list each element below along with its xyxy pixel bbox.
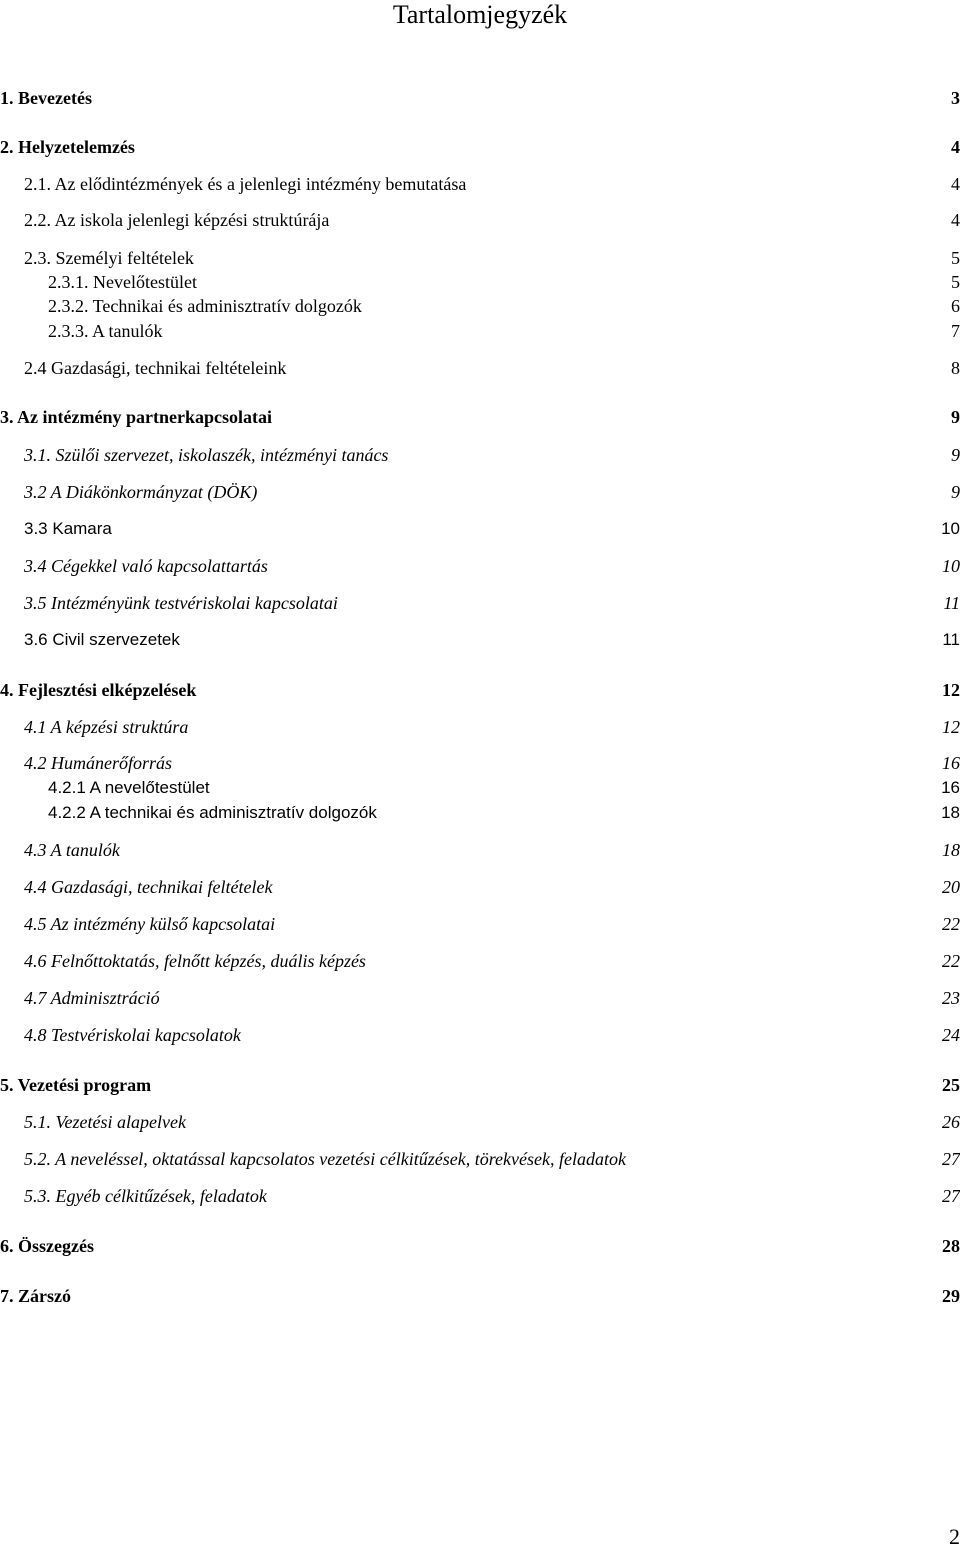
toc-entry[interactable] [0, 776, 960, 800]
toc-entry-page: 7 [951, 321, 960, 341]
toc-entry-label: 3. Az intézmény partnerkapcsolatai [0, 407, 272, 427]
toc-entry-label: 3.4 Cégekkel való kapcsolattartás [24, 556, 268, 576]
toc-entry-label: 2.3. Személyi feltételek [24, 248, 194, 268]
toc-entry[interactable] [0, 1147, 960, 1171]
toc-entry-label: 3.1. Szülői szervezet, iskolaszék, intézményi tanács [24, 445, 389, 465]
toc-entry-page: 27 [942, 1149, 960, 1169]
toc-entry-page: 26 [942, 1112, 960, 1132]
toc-entry-label: 5.3. Egyéb célkitűzések, feladatok [24, 1186, 267, 1206]
toc-entry-label: 2.3.1. Nevelőtestület [48, 272, 197, 292]
toc-entry-label: 3.5 Intézményünk testvériskolai kapcsolatai [24, 593, 338, 613]
toc-entry[interactable] [0, 86, 960, 110]
toc-entry-page: 9 [951, 407, 960, 427]
toc-entry-label: 3.2 A Diákönkormányzat (DÖK) [24, 482, 258, 502]
toc-entry-label: 6. Összegzés [0, 1236, 94, 1256]
toc-entry[interactable] [0, 838, 960, 862]
toc-entry-label: 2.3.2. Technikai és adminisztratív dolgozók [48, 296, 362, 316]
toc-entry-label: 3.6 Civil szervezetek [24, 630, 180, 649]
toc-entry-page: 11 [943, 593, 960, 613]
toc-entry[interactable] [0, 443, 960, 467]
toc-entry[interactable] [0, 1284, 960, 1308]
toc-entry-page: 16 [942, 753, 960, 773]
toc-entry-label: 1. Bevezetés [0, 88, 92, 108]
toc-entry-page: 18 [942, 840, 960, 860]
toc-entry-label: 4.1 A képzési struktúra [24, 717, 189, 737]
toc-entry-page: 22 [942, 914, 960, 934]
toc-entry[interactable] [0, 715, 960, 739]
toc-entry[interactable] [0, 208, 960, 232]
toc-entry[interactable] [0, 294, 960, 318]
toc-entry-label: 5.1. Vezetési alapelvek [24, 1112, 186, 1132]
toc-entry-label: 2.2. Az iskola jelenlegi képzési struktúrája [24, 210, 330, 230]
toc-entry-page: 22 [942, 951, 960, 971]
toc-entry[interactable] [0, 801, 960, 825]
toc-entry-label: 4. Fejlesztési elképzelések [0, 680, 197, 700]
toc-entry-label: 2.1. Az elődintézmények és a jelenlegi intézmény bemutatása [24, 174, 467, 194]
toc-entry-page: 23 [942, 988, 960, 1008]
toc-entry-label: 4.3 A tanulók [24, 840, 120, 860]
toc-entry-page: 5 [951, 272, 960, 292]
toc-entry-label: 4.2 Humánerőforrás [24, 753, 173, 773]
toc-entry-label: 5.2. A neveléssel, oktatással kapcsolatos vezetési célkitűzések, törekvések, feladatok [24, 1149, 626, 1169]
toc-entry-page: 6 [951, 296, 960, 316]
toc-entry[interactable] [0, 751, 960, 775]
toc-entry-page: 11 [942, 630, 960, 649]
toc-entry-page: 25 [942, 1075, 960, 1095]
toc-entry-page: 18 [941, 803, 960, 822]
toc-entry[interactable] [0, 480, 960, 504]
toc-entry[interactable] [0, 356, 960, 380]
toc-entry-page: 10 [942, 556, 960, 576]
toc-entry-page: 3 [951, 88, 960, 108]
toc-entry-page: 27 [942, 1186, 960, 1206]
toc-entry[interactable] [0, 678, 960, 702]
toc-entry[interactable] [0, 246, 960, 270]
toc-entry-page: 5 [951, 248, 960, 268]
toc-entry[interactable] [0, 172, 960, 196]
toc-entry[interactable] [0, 628, 960, 652]
toc-entry-label: 4.5 Az intézmény külső kapcsolatai [24, 914, 276, 934]
toc-entry[interactable] [0, 875, 960, 899]
toc-entry-label: 4.8 Testvériskolai kapcsolatok [24, 1025, 241, 1045]
toc-entry[interactable] [0, 319, 960, 343]
toc-entry[interactable] [0, 1023, 960, 1047]
toc-entry-page: 24 [942, 1025, 960, 1045]
toc-entry-page: 8 [951, 358, 960, 378]
toc-entry-label: 5. Vezetési program [0, 1075, 152, 1095]
toc-entry[interactable] [0, 949, 960, 973]
toc-entry-page: 12 [942, 680, 960, 700]
toc-entry[interactable] [0, 912, 960, 936]
toc-entry[interactable] [0, 405, 960, 429]
toc-entry[interactable] [0, 135, 960, 159]
toc-entry-page: 4 [951, 137, 960, 157]
toc-entry-label: 3.3 Kamara [24, 519, 112, 538]
toc-entry[interactable] [0, 1184, 960, 1208]
toc-entry[interactable] [0, 1073, 960, 1097]
toc-entry-label: 4.2.2 A technikai és adminisztratív dolgozók [48, 803, 377, 822]
document-title: Tartalomjegyzék [392, 0, 568, 29]
toc-entry[interactable] [0, 517, 960, 541]
toc-entry-page: 10 [941, 519, 960, 538]
toc-entry-page: 4 [951, 210, 960, 230]
toc-entry-label: 7. Zárszó [0, 1286, 71, 1306]
page-number: 2 [949, 1524, 960, 1549]
toc-entry[interactable] [0, 270, 960, 294]
toc-entry-page: 20 [942, 877, 960, 897]
toc-entry-label: 4.4 Gazdasági, technikai feltételek [24, 877, 273, 897]
toc-entry-label: 4.6 Felnőttoktatás, felnőtt képzés, duális képzés [24, 951, 366, 971]
toc-entry[interactable] [0, 986, 960, 1010]
toc-entry-page: 16 [941, 778, 960, 797]
toc-entry-page: 28 [942, 1236, 960, 1256]
toc-entry[interactable] [0, 591, 960, 615]
toc-entry-label: 4.2.1 A nevelőtestület [48, 778, 210, 797]
toc-entry-label: 2. Helyzetelemzés [0, 137, 135, 157]
toc-entry-page: 29 [942, 1286, 960, 1306]
toc-entry[interactable] [0, 1234, 960, 1258]
toc-entry-label: 2.4 Gazdasági, technikai feltételeink [24, 358, 287, 378]
toc-entry-page: 4 [951, 174, 960, 194]
toc-entry-page: 9 [951, 445, 960, 465]
toc-entry-label: 4.7 Adminisztráció [24, 988, 160, 1008]
toc-entry[interactable] [0, 554, 960, 578]
toc-entry-page: 12 [942, 717, 960, 737]
toc-entry-label: 2.3.3. A tanulók [48, 321, 163, 341]
toc-entry[interactable] [0, 1110, 960, 1134]
toc-entry-page: 9 [951, 482, 960, 502]
